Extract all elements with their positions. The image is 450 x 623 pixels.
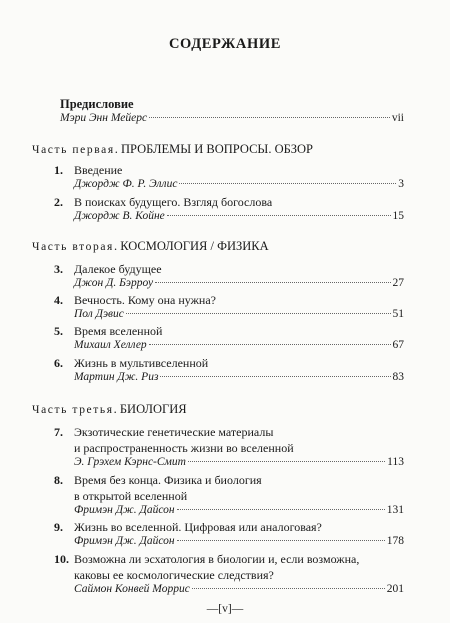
entry-number: 6. bbox=[54, 356, 63, 370]
dot-leader bbox=[149, 344, 391, 345]
entry-title bbox=[74, 194, 404, 210]
entry-author: Мартин Дж. Риз bbox=[74, 371, 159, 383]
dot-leader bbox=[160, 376, 390, 377]
entry-author-row bbox=[74, 535, 404, 547]
entry-title-line: каковы ее космологические следствия? bbox=[74, 568, 274, 582]
entry-number: 2. bbox=[54, 195, 63, 209]
entry-title bbox=[74, 261, 404, 277]
part-heading: Часть первая. ПРОБЛЕМЫ И ВОПРОСЫ. ОБЗОР bbox=[32, 142, 314, 156]
entry-title-line: Время вселенной bbox=[74, 324, 163, 338]
entry-title bbox=[74, 162, 404, 178]
entry-title-line: Время без конца. Физика и биология bbox=[74, 473, 262, 487]
entry-title bbox=[74, 323, 404, 339]
part-prefix: Часть первая bbox=[32, 144, 115, 156]
dot-leader bbox=[177, 540, 385, 541]
preface-author: Мэри Энн Мейерс bbox=[60, 112, 148, 124]
entry-title-line: Жизнь во вселенной. Цифровая или аналоговая? bbox=[74, 520, 322, 534]
entry-title-line: Введение bbox=[74, 163, 123, 177]
entry-page: 201 bbox=[386, 583, 404, 595]
entry-author: Фримэн Дж. Дайсон bbox=[74, 504, 175, 516]
entry-number: 4. bbox=[54, 293, 63, 307]
part-name: ПРОБЛЕМЫ И ВОПРОСЫ. ОБЗОР bbox=[120, 142, 314, 156]
entry-author-row bbox=[74, 210, 404, 222]
entry-author: Джордж В. Койне bbox=[74, 210, 165, 222]
preface-title: Предисловие bbox=[60, 97, 134, 111]
preface-author-row bbox=[60, 112, 404, 124]
preface-page: vii bbox=[391, 112, 404, 124]
entry-author: Джон Д. Бэрроу bbox=[74, 277, 154, 289]
page-number: —[v]— bbox=[206, 603, 244, 615]
entry-title-line: В поисках будущего. Взгляд богослова bbox=[74, 195, 273, 209]
part-name: БИОЛОГИЯ bbox=[119, 402, 187, 416]
entry-number: 8. bbox=[54, 473, 63, 487]
entry-author-row bbox=[74, 504, 404, 516]
part-heading: Часть вторая. КОСМОЛОГИЯ / ФИЗИКА bbox=[32, 239, 269, 253]
entry-number: 5. bbox=[54, 324, 63, 338]
entry-title bbox=[74, 551, 404, 583]
part-name: КОСМОЛОГИЯ / ФИЗИКА bbox=[120, 239, 269, 253]
entry-number: 3. bbox=[54, 262, 63, 276]
entry-title-line: Вечность. Кому она нужна? bbox=[74, 293, 216, 307]
part-prefix: Часть третья bbox=[32, 404, 114, 416]
entry-author: Джордж Ф. Р. Эллис bbox=[74, 178, 178, 190]
entry-author-row bbox=[74, 308, 404, 320]
dot-leader bbox=[179, 183, 396, 184]
entry-author-row bbox=[74, 178, 404, 190]
entry-author: Фримэн Дж. Дайсон bbox=[74, 535, 175, 547]
toc-preface bbox=[60, 96, 404, 124]
entry-number: 1. bbox=[54, 163, 63, 177]
entry-title-line: Жизнь в мультивселенной bbox=[74, 356, 209, 370]
entry-page: 3 bbox=[398, 178, 404, 190]
entry-number: 9. bbox=[54, 520, 63, 534]
entry-page: 83 bbox=[392, 371, 404, 383]
dot-leader bbox=[126, 313, 391, 314]
entry-author-row bbox=[74, 277, 404, 289]
entry-title bbox=[74, 519, 404, 535]
entry-page: 27 bbox=[392, 277, 404, 289]
entry-title bbox=[74, 472, 404, 504]
dot-leader bbox=[149, 117, 390, 118]
entry-author-row bbox=[74, 371, 404, 383]
entry-title-line: в открытой вселенной bbox=[74, 489, 188, 503]
part-prefix: Часть вторая bbox=[32, 241, 114, 253]
dot-leader bbox=[167, 215, 391, 216]
entry-author: Саймон Конвей Моррис bbox=[74, 583, 190, 595]
part-heading: Часть третья. БИОЛОГИЯ bbox=[32, 402, 187, 416]
entry-author-row bbox=[74, 456, 404, 468]
dot-leader bbox=[192, 588, 385, 589]
entry-page: 131 bbox=[386, 504, 404, 516]
entry-number: 10. bbox=[54, 552, 69, 566]
entry-page: 51 bbox=[392, 308, 404, 320]
dot-leader bbox=[188, 461, 385, 462]
entry-title-line: Возможна ли эсхатология в биологии и, если возможна, bbox=[74, 552, 360, 566]
entry-author: Э. Грэхем Кэрнс-Смит bbox=[74, 456, 186, 468]
dot-leader bbox=[155, 282, 390, 283]
entry-title-line: Экзотические генетические материалы bbox=[74, 425, 274, 439]
entry-page: 15 bbox=[392, 210, 404, 222]
entry-title bbox=[74, 355, 404, 371]
entry-author: Михаил Хеллер bbox=[74, 339, 147, 351]
entry-title-line: Далекое будущее bbox=[74, 262, 162, 276]
entry-title bbox=[74, 292, 404, 308]
entry-author-row bbox=[74, 339, 404, 351]
entry-number: 7. bbox=[54, 425, 63, 439]
entry-page: 67 bbox=[392, 339, 404, 351]
dot-leader bbox=[177, 509, 385, 510]
entry-title bbox=[74, 424, 404, 456]
entry-author-row bbox=[74, 583, 404, 595]
page-title: СОДЕРЖАНИЕ bbox=[168, 36, 282, 52]
entry-page: 178 bbox=[386, 535, 404, 547]
entry-page: 113 bbox=[387, 456, 404, 468]
entry-title-line: и распространенность жизни во вселенной bbox=[74, 441, 294, 455]
entry-author: Пол Дэвис bbox=[74, 308, 124, 320]
